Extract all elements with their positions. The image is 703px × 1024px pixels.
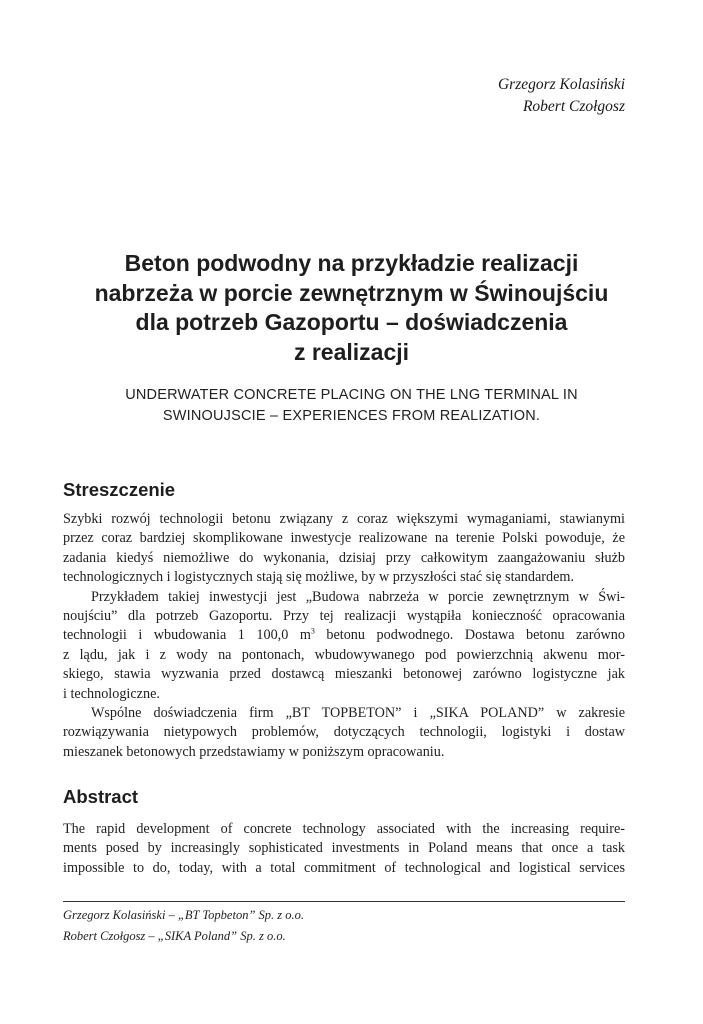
body-line: z lądu, jak i z wody na pontonach, wbudowywanego pod powierzchnią akwenu mor- [63, 646, 625, 663]
author-list [498, 74, 625, 118]
author-name: Grzegorz Kolasiński [497, 76, 625, 93]
body-line: i technologiczne. [63, 685, 160, 702]
body-line: przez coraz bardziej skomplikowane inwestycje realizowane na terenie Polski powoduje, że [63, 530, 625, 547]
body-text: betonu podwodnego. Dostawa betonu zarówno [314, 627, 625, 644]
title-line: z realizacji [293, 338, 410, 365]
body-line: zadania kiedyś niemożliwe do wykonania, dzisiaj przy całkowitym zaangażowaniu służb [63, 549, 625, 566]
body-line: Szybki rozwój technologii betonu związany z coraz większymi wymaganiami, stawianymi [63, 511, 625, 527]
paper-title [40, 249, 663, 367]
body-line: The rapid development of concrete technology associated with the increasing require- [63, 821, 625, 837]
title-line: Beton podwodny na przykładzie realizacji [124, 250, 579, 276]
body-line [63, 626, 625, 645]
body-line: Przykładem takiej inwestycji jest „Budowa nabrzeża w porcie zewnętrznym w Świ- [91, 588, 625, 605]
section-heading-streszczenie: Streszczenie [63, 479, 176, 500]
footnote: Grzegorz Kolasiński – „BT Topbeton” Sp. z o.o. [63, 908, 305, 922]
english-title-line: UNDERWATER CONCRETE PLACING ON THE LNG TERMINAL IN [125, 387, 578, 403]
english-title-line: SWINOUJSCIE – EXPERIENCES FROM REALIZATION. [162, 408, 541, 424]
streszczenie-body [63, 510, 625, 762]
title-line: nabrzeża w porcie zewnętrznym w Świnoujściu [94, 279, 609, 306]
footnotes [63, 905, 304, 946]
author-name: Robert Czołgosz [522, 98, 625, 115]
body-line: technologicznych i logistycznych stają się możliwe, by w przyszłości stać się standardem. [63, 569, 574, 586]
body-line: noujściu” dla potrzeb Gazoportu. Przy tej realizacji wystąpiła konieczność opracowania [63, 608, 625, 625]
body-line: Wspólne doświadczenia firm „BT TOPBETON” i „SIKA POLAND” w zakresie [91, 705, 625, 722]
body-line: impossible to do, today, with a total commitment of technological and logistical services [63, 859, 625, 876]
footnote-divider [63, 901, 625, 902]
title-line: dla potrzeb Gazoportu – doświadczenia [135, 309, 568, 335]
abstract-body [63, 820, 625, 878]
section-heading-abstract: Abstract [63, 786, 139, 807]
body-line: skiego, stawia wyzwania przed dostawcą mieszanki betonowej zarówno logistyczne jak [63, 666, 625, 683]
body-line: rozwiązywania nietypowych problemów, dotyczących technologii, logistyki i dostaw [63, 724, 625, 741]
english-title [40, 385, 663, 427]
footnote: Robert Czołgosz – „SIKA Poland” Sp. z o.o. [63, 928, 286, 943]
body-text: technologii i wbudowania 1 100,0 m [63, 627, 311, 644]
body-line: ments posed by increasingly sophisticated investments in Poland means that once a task [63, 840, 625, 857]
superscript: 3 [310, 626, 315, 636]
body-line: mieszanek betonowych przedstawiamy w poniższym opracowaniu. [63, 743, 445, 760]
